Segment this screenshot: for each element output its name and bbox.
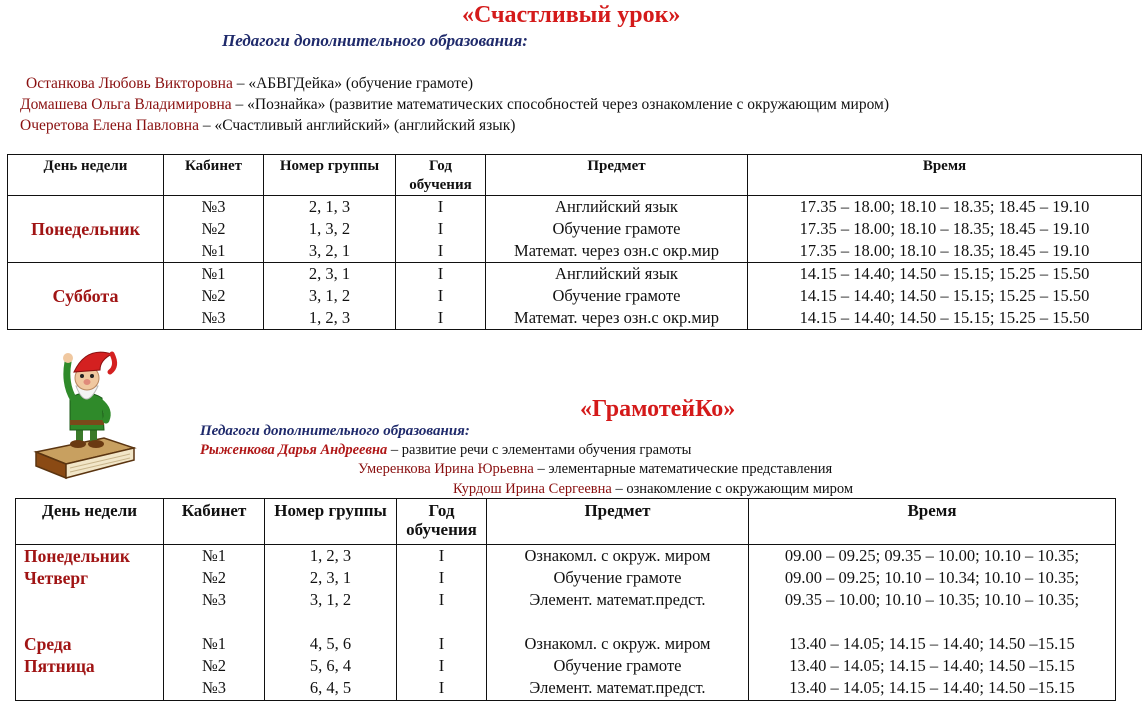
- cell-text: Обучение грамоте: [552, 286, 681, 305]
- cell-text: №3: [201, 197, 226, 216]
- cell-text: 2, 1, 3: [308, 197, 351, 216]
- year-cell: [397, 545, 487, 701]
- cell-text: 1, 3, 2: [308, 219, 351, 238]
- table-header-row: [16, 499, 1116, 545]
- cell-text: Обучение грамоте: [553, 656, 682, 675]
- cell-text: №2: [202, 568, 226, 587]
- header-room: Кабинет: [164, 155, 264, 196]
- day-label: Понедельник: [24, 546, 130, 566]
- cell-text: Математ. через озн.с окр.мир: [514, 241, 719, 260]
- cell-text: №1: [201, 241, 226, 260]
- cell-text: №1: [201, 264, 226, 283]
- teacher-name: Очеретова Елена Павловна: [20, 117, 199, 134]
- cell-text: 09.00 – 09.25; 09.35 – 10.00; 10.10 – 10.35;: [784, 546, 1080, 565]
- cell-text: Ознакомл. с окруж. миром: [524, 546, 711, 565]
- cell-text: 14.15 – 14.40; 14.50 – 15.15; 15.25 – 15.50: [799, 286, 1090, 305]
- day-label: Пятница: [24, 656, 95, 676]
- teacher-desc: – элементарные математические представления: [533, 461, 833, 477]
- cell-text: 13.40 – 14.05; 14.15 – 14.40; 14.50 –15.15: [789, 634, 1075, 653]
- cell-text: Английский язык: [555, 197, 678, 216]
- cell-text: 13.40 – 14.05; 14.15 – 14.40; 14.50 –15.15: [789, 678, 1075, 697]
- cell-text: №2: [202, 656, 226, 675]
- header-group: Номер группы: [264, 155, 396, 196]
- cell-text: №3: [202, 678, 226, 697]
- group-cell: [265, 545, 397, 701]
- teacher-name: Домашева Ольга Владимировна: [20, 96, 232, 113]
- schedule-table-1: [7, 154, 1142, 330]
- subject-cell: [486, 196, 748, 263]
- teacher-name: Останкова Любовь Викторовна: [26, 75, 233, 92]
- time-cell: [748, 196, 1142, 263]
- header-time: Время: [748, 155, 1142, 196]
- cell-text: №3: [201, 308, 226, 327]
- cell-text: 2, 3, 1: [308, 264, 351, 283]
- cell-text: I: [437, 197, 444, 216]
- teacher-desc: – «Счастливый английский» (английский язык): [198, 117, 516, 134]
- cell-text: I: [437, 308, 444, 327]
- day-cell: [16, 545, 164, 701]
- section2-title: «ГрамотейКо»: [580, 396, 736, 422]
- day-label: Среда: [24, 634, 72, 654]
- day-label: Четверг: [24, 568, 89, 588]
- cell-text: 14.15 – 14.40; 14.50 – 15.15; 15.25 – 15.50: [799, 264, 1090, 283]
- cell-text: 17.35 – 18.00; 18.10 – 18.35; 18.45 – 19.10: [799, 197, 1090, 216]
- table-row: [8, 196, 1142, 263]
- section1-subtitle: Педагоги дополнительного образования:: [222, 31, 528, 50]
- section2-teacher-1: [200, 442, 691, 459]
- cell-text: I: [438, 634, 445, 653]
- section2-subtitle: Педагоги дополнительного образования:: [200, 423, 470, 439]
- cell-text: 17.35 – 18.00; 18.10 – 18.35; 18.45 – 19.10: [799, 241, 1090, 260]
- cell-text: №1: [202, 634, 226, 653]
- teacher-desc: – «АБВГДейка» (обучение грамоте): [232, 75, 473, 92]
- cell-text: Обучение грамоте: [553, 568, 682, 587]
- day-cell: Понедельник: [8, 196, 164, 263]
- cell-text: 6, 4, 5: [309, 678, 352, 697]
- section1-teacher-3: [20, 117, 515, 135]
- header-group: Номер группы: [265, 499, 397, 545]
- subject-cell: [487, 545, 749, 701]
- teacher-name: Рыженкова Дарья Андреевна: [200, 442, 388, 458]
- cell-text: I: [438, 590, 445, 609]
- cell-text: 1, 2, 3: [308, 308, 351, 327]
- cell-text: 5, 6, 4: [309, 656, 352, 675]
- cell-text: Элемент. математ.предст.: [529, 590, 706, 609]
- teacher-desc: – ознакомление с окружающим миром: [611, 481, 854, 497]
- cell-text: I: [437, 241, 444, 260]
- cell-text: №2: [201, 219, 226, 238]
- teacher-desc: – развитие речи с элементами обучения грамоты: [387, 442, 692, 458]
- cell-text: I: [437, 264, 444, 283]
- cell-text: I: [438, 656, 445, 675]
- cell-text: 09.35 – 10.00; 10.10 – 10.35; 10.10 – 10.35;: [784, 590, 1080, 609]
- cell-text: I: [437, 219, 444, 238]
- room-cell: [164, 196, 264, 263]
- header-year: Год обучения: [397, 499, 487, 545]
- cell-text: I: [438, 568, 445, 587]
- subject-cell: [486, 263, 748, 330]
- schedule-table-2: [15, 498, 1116, 701]
- cell-text: Обучение грамоте: [552, 219, 681, 238]
- cell-text: 09.00 – 09.25; 10.10 – 10.34; 10.10 – 10.35;: [784, 568, 1080, 587]
- table-row: [16, 545, 1116, 701]
- cell-text: I: [438, 546, 445, 565]
- section1-teacher-2: [20, 96, 889, 114]
- cell-text: 14.15 – 14.40; 14.50 – 15.15; 15.25 – 15.50: [799, 308, 1090, 327]
- gnome-on-book-icon: [30, 340, 138, 480]
- cell-text: I: [437, 286, 444, 305]
- cell-text: 3, 2, 1: [308, 241, 351, 260]
- room-cell: [164, 545, 265, 701]
- header-subject: Предмет: [486, 155, 748, 196]
- cell-text: 3, 1, 2: [309, 590, 352, 609]
- time-cell: [748, 263, 1142, 330]
- cell-text: Ознакомл. с окруж. миром: [524, 634, 711, 653]
- header-room: Кабинет: [164, 499, 265, 545]
- year-cell: [396, 196, 486, 263]
- teacher-name: Курдош Ирина Сергеевна: [453, 481, 612, 497]
- cell-text: 3, 1, 2: [308, 286, 351, 305]
- teacher-name: Умеренкова Ирина Юрьевна: [358, 461, 534, 477]
- time-cell: [749, 545, 1116, 701]
- day-cell: Суббота: [8, 263, 164, 330]
- room-cell: [164, 263, 264, 330]
- header-day: День недели: [8, 155, 164, 196]
- cell-text: Английский язык: [555, 264, 678, 283]
- teacher-desc: – «Познайка» (развитие математических способностей через ознакомление с окружающим миром): [231, 96, 890, 113]
- cell-text: Элемент. математ.предст.: [529, 678, 706, 697]
- cell-text: 4, 5, 6: [309, 634, 352, 653]
- section1-teacher-1: [26, 75, 473, 93]
- group-cell: [264, 196, 396, 263]
- cell-text: №3: [202, 590, 226, 609]
- year-cell: [396, 263, 486, 330]
- header-day: День недели: [16, 499, 164, 545]
- cell-text: 2, 3, 1: [309, 568, 352, 587]
- cell-text: 17.35 – 18.00; 18.10 – 18.35; 18.45 – 19.10: [799, 219, 1090, 238]
- section2-teacher-2: [358, 461, 832, 478]
- table-row: [8, 263, 1142, 330]
- header-subject: Предмет: [487, 499, 749, 545]
- cell-text: 13.40 – 14.05; 14.15 – 14.40; 14.50 –15.15: [789, 656, 1075, 675]
- header-time: Время: [749, 499, 1116, 545]
- group-cell: [264, 263, 396, 330]
- cell-text: Математ. через озн.с окр.мир: [514, 308, 719, 327]
- cell-text: 1, 2, 3: [309, 546, 352, 565]
- cell-text: I: [438, 678, 445, 697]
- cell-text: №2: [201, 286, 226, 305]
- cell-text: №1: [202, 546, 226, 565]
- header-year: Год обучения: [396, 155, 486, 196]
- section1-title: «Счастливый урок»: [462, 2, 681, 28]
- table-header-row: [8, 155, 1142, 196]
- section2-teacher-3: [453, 481, 853, 498]
